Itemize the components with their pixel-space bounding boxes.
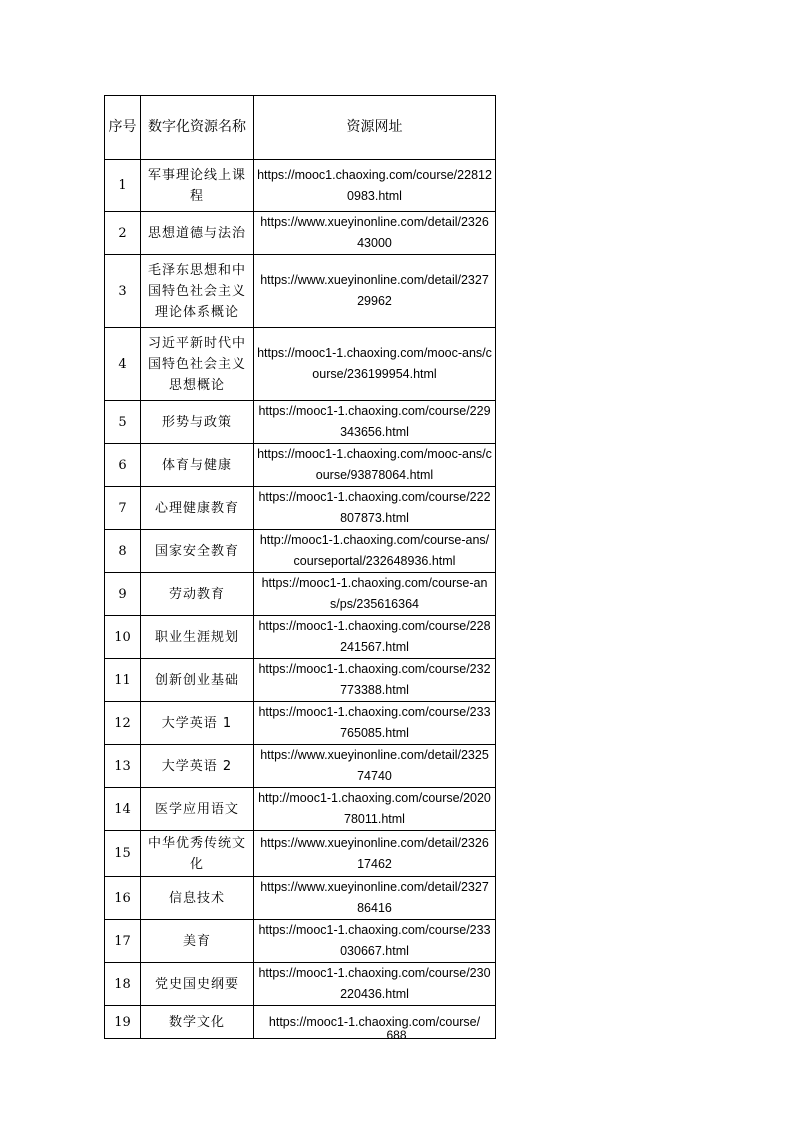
table-header-row: [105, 96, 496, 160]
resource-url: https://mooc1-1.chaoxing.com/course/228241567.html: [254, 616, 496, 659]
row-number: 2: [105, 212, 141, 255]
row-number: 11: [105, 659, 141, 702]
page-number: 688: [386, 1028, 407, 1042]
resource-name: 数学文化: [141, 1006, 254, 1039]
table-row: [105, 487, 496, 530]
table-row: [105, 788, 496, 831]
digital-resource-table: [104, 95, 496, 1039]
table-row: [105, 573, 496, 616]
resource-url: https://www.xueyinonline.com/detail/232643000: [254, 212, 496, 255]
resource-url: https://www.xueyinonline.com/detail/232574740: [254, 745, 496, 788]
resource-url: https://www.xueyinonline.com/detail/232786416: [254, 877, 496, 920]
row-number: 4: [105, 328, 141, 401]
resource-name: 大学英语 2: [141, 745, 254, 788]
table-row: [105, 920, 496, 963]
resource-name: 党史国史纲要: [141, 963, 254, 1006]
resource-url: https://mooc1-1.chaoxing.com/course/: [254, 1006, 496, 1039]
resource-name: 职业生涯规划: [141, 616, 254, 659]
row-number: 10: [105, 616, 141, 659]
resource-name: 中华优秀传统文化: [141, 831, 254, 877]
table-row: [105, 702, 496, 745]
resource-name: 思想道德与法治: [141, 212, 254, 255]
row-number: 8: [105, 530, 141, 573]
row-number: 13: [105, 745, 141, 788]
table-row: [105, 963, 496, 1006]
resource-url: http://mooc1-1.chaoxing.com/course/202078011.html: [254, 788, 496, 831]
resource-url: https://mooc1-1.chaoxing.com/course/233030667.html: [254, 920, 496, 963]
resource-name: 军事理论线上课程: [141, 160, 254, 212]
resource-url: https://mooc1-1.chaoxing.com/course-ans/ps/235616364: [254, 573, 496, 616]
resource-name: 信息技术: [141, 877, 254, 920]
resource-name: 大学英语 1: [141, 702, 254, 745]
resource-name: 习近平新时代中国特色社会主义思想概论: [141, 328, 254, 401]
header-resource-url: 资源网址: [254, 96, 496, 160]
row-number: 16: [105, 877, 141, 920]
table-row: [105, 530, 496, 573]
table-row: [105, 401, 496, 444]
resource-url: https://mooc1-1.chaoxing.com/mooc-ans/course/93878064.html: [254, 444, 496, 487]
table-row: [105, 255, 496, 328]
row-number: 6: [105, 444, 141, 487]
table-row: [105, 616, 496, 659]
table-row: [105, 328, 496, 401]
resource-url: https://www.xueyinonline.com/detail/232617462: [254, 831, 496, 877]
table-row: [105, 877, 496, 920]
row-number: 12: [105, 702, 141, 745]
resource-url: https://mooc1-1.chaoxing.com/course/230220436.html: [254, 963, 496, 1006]
row-number: 14: [105, 788, 141, 831]
resource-name: 美育: [141, 920, 254, 963]
resource-url: https://mooc1-1.chaoxing.com/course/222807873.html: [254, 487, 496, 530]
row-number: 7: [105, 487, 141, 530]
table-row: [105, 745, 496, 788]
table-row: [105, 659, 496, 702]
resource-name: 形势与政策: [141, 401, 254, 444]
table-row: [105, 831, 496, 877]
resource-name: 国家安全教育: [141, 530, 254, 573]
resource-url: https://mooc1-1.chaoxing.com/course/229343656.html: [254, 401, 496, 444]
resource-name: 医学应用语文: [141, 788, 254, 831]
row-number: 17: [105, 920, 141, 963]
resource-url: https://mooc1-1.chaoxing.com/mooc-ans/course/236199954.html: [254, 328, 496, 401]
resource-url: https://www.xueyinonline.com/detail/232729962: [254, 255, 496, 328]
resource-name: 体育与健康: [141, 444, 254, 487]
table-body: [105, 160, 496, 1039]
resource-name: 创新创业基础: [141, 659, 254, 702]
row-number: 3: [105, 255, 141, 328]
header-resource-name: 数字化资源名称: [141, 96, 254, 160]
row-number: 9: [105, 573, 141, 616]
resource-url: https://mooc1-1.chaoxing.com/course/232773388.html: [254, 659, 496, 702]
row-number: 15: [105, 831, 141, 877]
header-number: 序号: [105, 96, 141, 160]
table-row: [105, 160, 496, 212]
row-number: 19: [105, 1006, 141, 1039]
row-number: 1: [105, 160, 141, 212]
resource-name: 心理健康教育: [141, 487, 254, 530]
row-number: 5: [105, 401, 141, 444]
row-number: 18: [105, 963, 141, 1006]
table-row: [105, 444, 496, 487]
resource-url: https://mooc1-1.chaoxing.com/course/233765085.html: [254, 702, 496, 745]
resource-name: 毛泽东思想和中国特色社会主义理论体系概论: [141, 255, 254, 328]
resource-name: 劳动教育: [141, 573, 254, 616]
table-row: [105, 212, 496, 255]
resource-url: https://mooc1.chaoxing.com/course/228120983.html: [254, 160, 496, 212]
resource-url: http://mooc1-1.chaoxing.com/course-ans/courseportal/232648936.html: [254, 530, 496, 573]
